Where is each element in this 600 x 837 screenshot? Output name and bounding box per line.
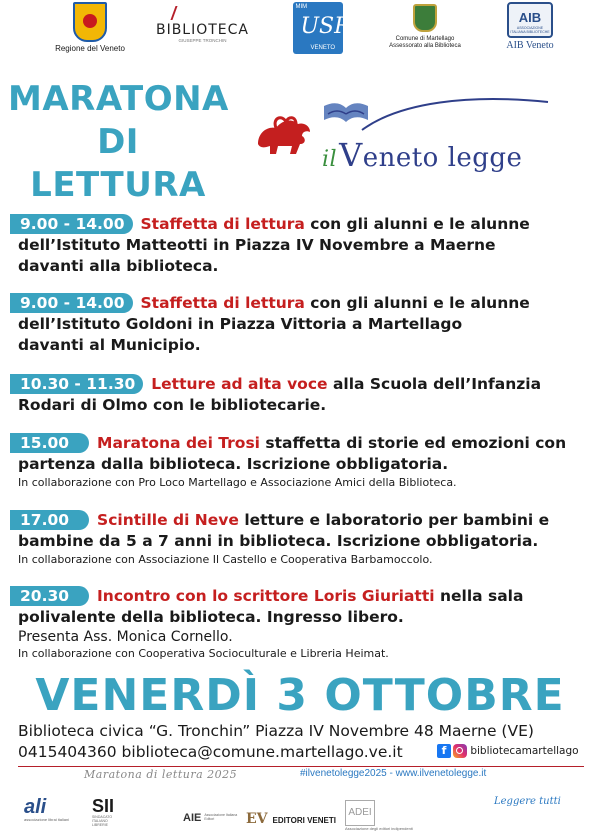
ev-name: EDITORI VENETI <box>272 816 336 825</box>
event-note: In collaborazione con Cooperativa Socioculturale e Libreria Heimat. <box>18 647 389 660</box>
footer-hashtag-link: #ilvenetolegge2025 - www.ilvenetolegge.it <box>300 768 487 779</box>
event-text: davanti alla biblioteca. <box>18 257 219 275</box>
event-text: alla Scuola dell’Infanzia <box>332 375 542 393</box>
event-time: 15.00 <box>10 433 89 453</box>
event-title: Letture ad alta voce <box>151 375 328 393</box>
ali-sub: associazione librai italiani <box>24 817 70 822</box>
aie-logo <box>183 808 242 826</box>
biblioteca-logo <box>155 10 250 43</box>
veneto-legge-rest: eneto legge <box>362 143 523 173</box>
event-text: staffetta di storie ed emozioni con <box>265 434 567 452</box>
library-contact: 0415404360 biblioteca@comune.martellago.ve.it <box>18 743 403 761</box>
comune-martellago-logo <box>385 4 465 50</box>
event-item <box>10 214 590 277</box>
aib-veneto-logo <box>495 2 565 51</box>
event-title: Maratona dei Trosi <box>97 434 260 452</box>
regione-veneto-caption: Regione del Veneto <box>55 44 125 53</box>
title-line-3: LETTURA <box>30 165 206 205</box>
instagram-icon <box>453 744 467 758</box>
event-text: partenza dalla biblioteca. Iscrizione obbligatoria. <box>18 455 449 473</box>
footer-divider <box>18 766 584 767</box>
veneto-legge-il: il <box>322 147 338 172</box>
event-time: 9.00 - 14.00 <box>10 214 133 234</box>
event-date: VENERDÌ 3 OTTOBRE <box>35 670 565 721</box>
aib-logo-box <box>507 2 553 38</box>
event-text: dell’Istituto Matteotti in Piazza IV Novembre a Maerne <box>18 236 496 254</box>
aie-mark: AIE <box>183 812 202 824</box>
biblioteca-logo-sub: GIUSEPPE TRONCHIN <box>178 38 227 43</box>
biblioteca-logo-word: BIBLIOTECA <box>155 22 250 38</box>
event-title: Incontro con lo scrittore Loris Giuriatti <box>97 587 435 605</box>
event-title: Scintille di Neve <box>97 511 239 529</box>
event-presenter: Presenta Ass. Monica Cornello. <box>18 629 233 645</box>
footer-event-name: Maratona di lettura 2025 <box>84 768 238 781</box>
swoosh-decoration-icon <box>360 96 550 138</box>
event-item <box>10 293 590 356</box>
title-line-2: DI <box>97 122 139 162</box>
usr-mim-label: MIM <box>295 4 308 10</box>
biblioteca-mark-icon <box>170 6 183 20</box>
winged-lion-icon <box>252 114 314 158</box>
usr-veneto-logo <box>290 2 351 54</box>
event-text: letture e laboratorio per bambini e <box>244 511 550 529</box>
event-text: con gli alunni e le alunne <box>310 294 530 312</box>
ali-logo <box>24 797 74 822</box>
comune-crest-icon <box>413 4 437 32</box>
veneto-legge-v: V <box>339 136 363 174</box>
editori-veneti-logo <box>246 810 336 828</box>
event-text: Rodari di Olmo con le bibliotecarie. <box>18 396 327 414</box>
library-address: Biblioteca civica “G. Tronchin” Piazza IV Novembre 48 Maerne (VE) <box>18 722 534 740</box>
usr-big-label: USR <box>300 14 351 39</box>
event-text: con gli alunni e le alunne <box>310 215 530 233</box>
event-time: 17.00 <box>10 510 89 530</box>
facebook-icon: f <box>437 744 451 758</box>
event-text: davanti al Municipio. <box>18 336 201 354</box>
event-time: 9.00 - 14.00 <box>10 293 133 313</box>
aib-sub: ASSOCIAZIONE ITALIANA BIBLIOTECHE <box>510 26 550 34</box>
event-item <box>10 510 590 567</box>
leggere-tutti-logo <box>494 796 561 807</box>
il-veneto-legge-text <box>322 136 522 174</box>
social-handle <box>437 743 579 759</box>
aib-caption: AIB Veneto <box>506 40 554 51</box>
aib-mark: AIB <box>518 10 542 25</box>
il-veneto-legge-logo <box>250 92 570 187</box>
usr-logo-box <box>293 2 351 54</box>
sil-sub: SINDACATO ITALIANO LIBRERIE <box>92 815 113 827</box>
event-text: bambine da 5 a 7 anni in biblioteca. Iscrizione obbligatoria. <box>18 532 539 550</box>
comune-caption: Comune di Martellago Assessorato alla Biblioteca <box>389 36 461 49</box>
event-text: dell’Istituto Goldoni in Piazza Vittoria a Martellago <box>18 315 463 333</box>
event-note: In collaborazione con Associazione Il Castello e Cooperativa Barbamoccolo. <box>18 553 433 566</box>
title-line-1: MARATONA <box>8 79 229 119</box>
event-note: In collaborazione con Pro Loco Martellago e Associazione Amici della Biblioteca. <box>18 476 457 489</box>
event-time: 20.30 <box>10 586 89 606</box>
event-title: Staffetta di lettura <box>140 215 305 233</box>
event-item <box>10 374 590 416</box>
usr-sub-label: VENETO <box>310 45 336 51</box>
ali-mark: ali <box>24 796 47 818</box>
regione-veneto-logo <box>50 2 130 53</box>
event-item <box>10 586 590 661</box>
event-title: Staffetta di lettura <box>140 294 305 312</box>
sil-mark: SII <box>92 796 115 816</box>
adei-logo <box>345 800 413 831</box>
social-handle-text: bibliotecamartellago <box>470 745 579 757</box>
ev-mark: EV <box>246 811 268 827</box>
sil-logo <box>92 797 122 827</box>
event-time: 10.30 - 11.30 <box>10 374 143 394</box>
event-text: polivalente della biblioteca. Ingresso libero. <box>18 608 404 626</box>
adei-sub: Associazione degli editori indipendenti <box>345 826 413 831</box>
aie-sub: Associazione Italiana Editori <box>204 812 238 821</box>
adei-mark: ADEI <box>345 800 375 826</box>
regione-veneto-shield-icon <box>73 2 107 42</box>
page-title <box>8 78 228 207</box>
event-text: nella sala <box>439 587 524 605</box>
leggere-tutti-text: Leggere tutti <box>494 796 561 807</box>
event-item <box>10 433 590 490</box>
